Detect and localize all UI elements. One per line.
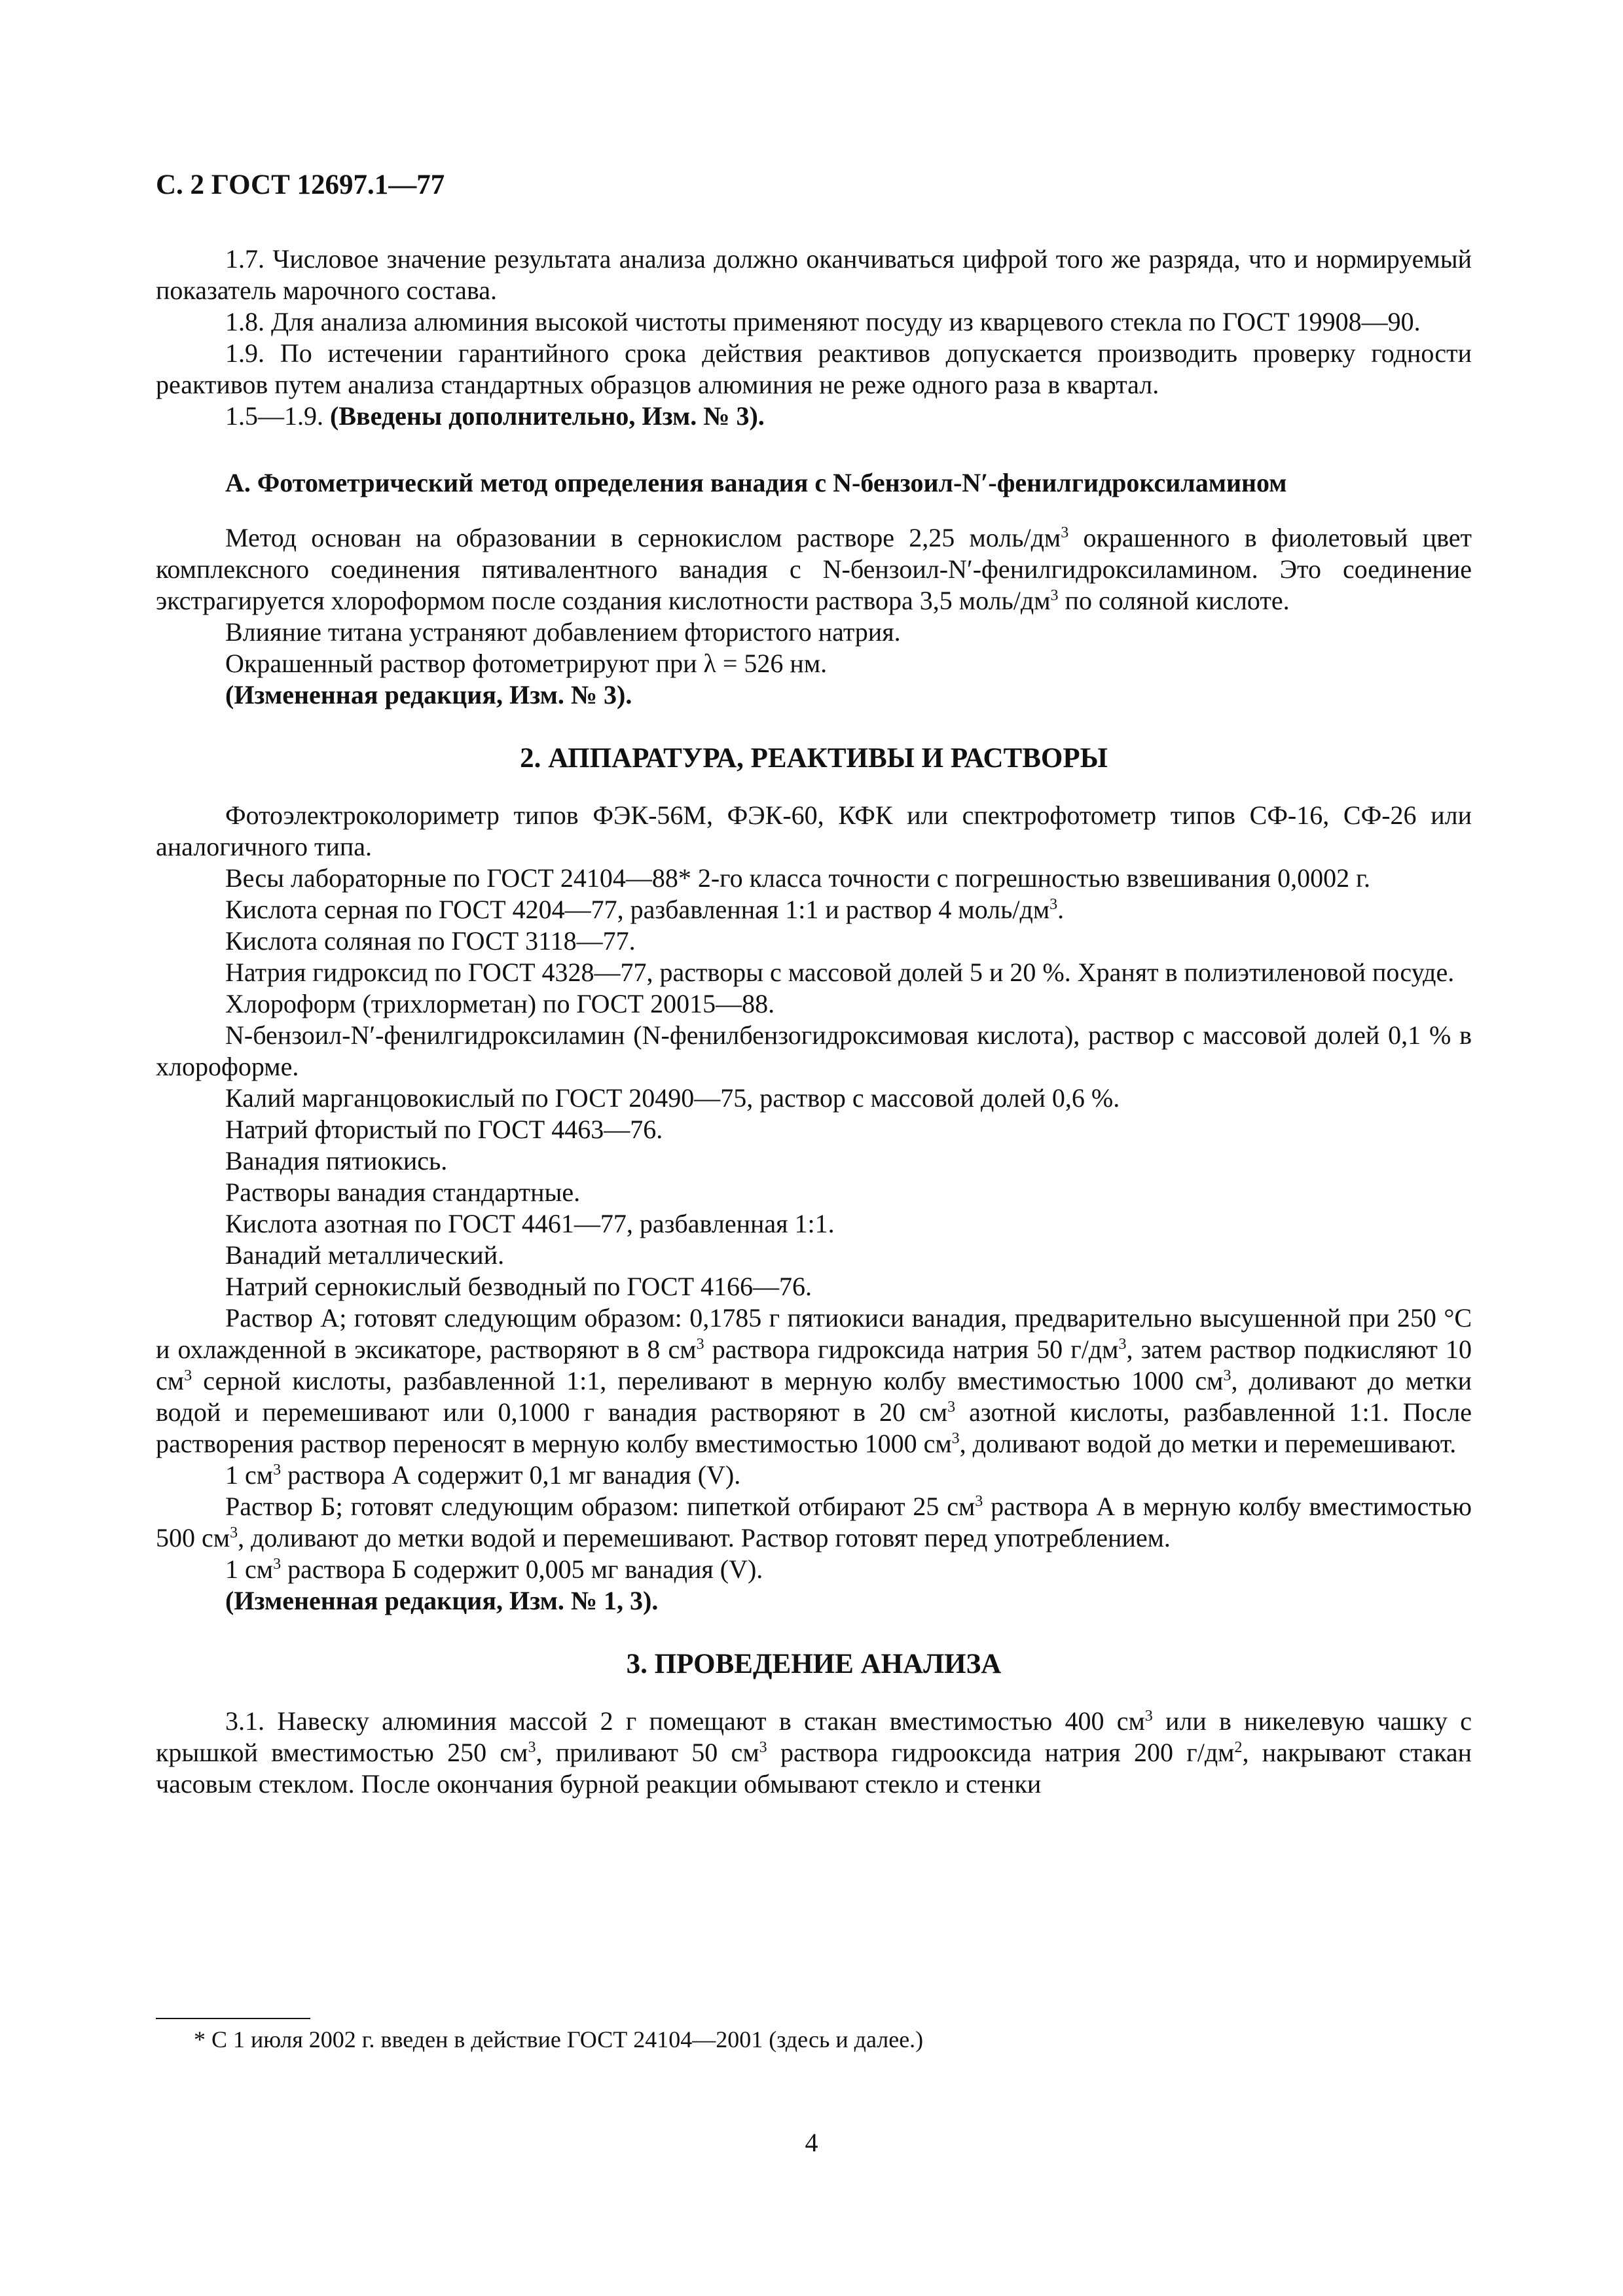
- section-3-title: 3. ПРОВЕДЕНИЕ АНАЛИЗА: [626, 1649, 1002, 1679]
- page-number: 4: [805, 2128, 818, 2157]
- reagent-item: Ванадия пятиокись.: [225, 1146, 448, 1175]
- paragraph-1-8: 1.8. Для анализа алюминия высокой чистоты применяют посуду из кварцевого стекла по ГОСТ 19908—90.: [225, 307, 1421, 336]
- reagent-item: Растворы ванадия стандартные.: [225, 1177, 581, 1207]
- method-a-heading: А. Фотометрический метод определения ванадия с N-бензоил-N′-фенилгидроксиламином: [225, 468, 1287, 497]
- amendment-note-bold: (Введены дополнительно, Изм. № 3).: [330, 401, 765, 431]
- paragraph-3-1-text: раствора гидрооксида натрия 200 г/дм: [767, 1738, 1235, 1767]
- paragraph-1-7: 1.7. Числовое значение результата анализа должно оканчиваться цифрой того же разряда, что и нормируемый показатель марочного состава.: [156, 244, 1472, 305]
- amendment-note-1: [156, 401, 1472, 432]
- superscript-3: 3: [1050, 587, 1059, 604]
- reagent-item: Хлороформ (трихлорметан) по ГОСТ 20015—88.: [225, 989, 775, 1018]
- footnote: * С 1 июля 2002 г. введен в действие ГОСТ 24104—2001 (здесь и далее.): [194, 2026, 924, 2053]
- superscript-3: 3: [1049, 896, 1058, 913]
- amendment-note-2: (Измененная редакция, Изм. № 3).: [225, 680, 632, 709]
- superscript-3: 3: [230, 1524, 238, 1541]
- equipment-item: Весы лабораторные по ГОСТ 24104—88* 2-го класса точности с погрешностью взвешивания 0,0002 г.: [225, 863, 1370, 893]
- superscript-3: 3: [273, 1556, 282, 1573]
- solution-a-text: азотной кислоты, разбавленной 1:1. После растворения раствор переносят в мерную колбу вместимостью 1000 см: [156, 1397, 1472, 1458]
- reagent-text: .: [1057, 895, 1065, 924]
- paragraph-3-1-text: , накрывают стакан часовым стеклом. После окончания бурной реакции обмывают стекло и стенки: [156, 1738, 1472, 1799]
- solution-a-text: , затем раствор подкисляют 10 см: [156, 1335, 1472, 1395]
- paragraph-3-1-text: или в никелевую чашку с крышкой вместимостью 250 см: [156, 1706, 1472, 1767]
- reagent-item: N-бензоил-N′-фенилгидроксиламин (N-фенилбензогидроксимовая кислота), раствор с массовой долей 0,1 % в хлороформе.: [156, 1020, 1472, 1081]
- solution-b-text: раствора А в мерную колбу вместимостью 500 см: [156, 1492, 1472, 1552]
- superscript-3: 3: [1144, 1708, 1153, 1725]
- superscript-3: 3: [947, 1399, 956, 1416]
- superscript-3: 3: [273, 1462, 282, 1479]
- footnote-divider: [156, 2018, 310, 2019]
- method-description: [156, 522, 1472, 617]
- superscript-3: 3: [1061, 524, 1069, 541]
- superscript-3: 3: [528, 1739, 536, 1756]
- superscript-2: 2: [1234, 1739, 1243, 1756]
- solution-b-content-text: раствора Б содержит 0,005 мг ванадия (V).: [281, 1554, 763, 1584]
- reagent-item: Натрия гидроксид по ГОСТ 4328—77, растворы с массовой долей 5 и 20 %. Хранят в полиэтиленовой посуде.: [225, 958, 1455, 987]
- superscript-3: 3: [951, 1430, 960, 1447]
- photometry-wavelength: Окрашенный раствор фотометрируют при λ = 526 нм.: [225, 649, 828, 678]
- paragraph-3-1-text: 3.1. Навеску алюминия массой 2 г помещают в стакан вместимостью 400 см: [225, 1706, 1145, 1736]
- superscript-3: 3: [759, 1739, 767, 1756]
- reagent-item: Калий марганцовокислый по ГОСТ 20490—75, раствор с массовой долей 0,6 %.: [225, 1083, 1120, 1113]
- solution-b-text: Раствор Б; готовят следующим образом: пипеткой отбирают 25 см: [225, 1492, 976, 1521]
- method-text-part: окрашенного в фиолетовый цвет комплексного соединения пятивалентного ванадия с N-бензоил-N′-фенилгидроксиламином. Это соединение экстрагируется хлороформом после создания кислотности раствора 3,5 моль/дм: [156, 523, 1472, 615]
- solution-a-text: серной кислоты, разбавленной 1:1, переливают в мерную колбу вместимостью 1000 см: [192, 1366, 1224, 1395]
- solution-a-text: , доливают водой до метки и перемешивают.: [959, 1429, 1457, 1458]
- titanium-influence: Влияние титана устраняют добавлением фтористого натрия.: [225, 617, 901, 647]
- equipment-item: Фотоэлектроколориметр типов ФЭК-56М, ФЭК-60, КФК или спектрофотометр типов СФ-16, СФ-26 или аналогичного типа.: [156, 800, 1472, 861]
- page-header: С. 2 ГОСТ 12697.1—77: [156, 170, 445, 200]
- paragraph-1-9: 1.9. По истечении гарантийного срока действия реактивов допускается производить проверку годности реактивов путем анализа стандартных образцов алюминия не реже одного раза в квартал.: [156, 338, 1472, 399]
- paragraph-3-1-text: , приливают 50 см: [536, 1738, 759, 1767]
- solution-a-content-text: раствора А содержит 0,1 мг ванадия (V).: [281, 1460, 741, 1490]
- method-text-part: Метод основан на образовании в сернокислом растворе 2,25 моль/дм: [225, 523, 1061, 552]
- reagent-item: Кислота соляная по ГОСТ 3118—77.: [225, 926, 636, 956]
- solution-b-text: , доливают до метки водой и перемешивают. Раствор готовят перед употреблением.: [238, 1523, 1171, 1552]
- reagent-text: Кислота серная по ГОСТ 4204—77, разбавленная 1:1 и раствор 4 моль/дм: [225, 895, 1050, 924]
- solution-a-text: , доливают до метки водой и перемешивают или 0,1000 г ванадия растворяют в 20 см: [156, 1366, 1472, 1427]
- reagent-item: Кислота азотная по ГОСТ 4461—77, разбавленная 1:1.: [225, 1209, 835, 1238]
- reagent-item: Натрий сернокислый безводный по ГОСТ 4166—76.: [225, 1272, 812, 1301]
- solution-a-content-text: 1 см: [225, 1460, 274, 1490]
- section-2-title: 2. АППАРАТУРА, РЕАКТИВЫ И РАСТВОРЫ: [520, 743, 1108, 774]
- superscript-3: 3: [696, 1336, 704, 1353]
- main-content: [156, 243, 1472, 1800]
- solution-a-text: Раствор А; готовят следующим образом: 0,1785 г пятиокиси ванадия, предварительно высушенной при 250 °С и охлажденной в эксикаторе, растворяют в 8 см: [156, 1303, 1472, 1364]
- solution-a-text: раствора гидроксида натрия 50 г/дм: [704, 1335, 1119, 1364]
- amendment-note-prefix: 1.5—1.9.: [225, 401, 330, 431]
- paragraph-3-1: [156, 1706, 1472, 1800]
- solution-b-content: [156, 1554, 1472, 1585]
- superscript-3: 3: [184, 1367, 192, 1384]
- reagent-item: [156, 894, 1472, 925]
- reagent-item: Натрий фтористый по ГОСТ 4463—76.: [225, 1115, 663, 1144]
- superscript-3: 3: [1118, 1336, 1127, 1353]
- reagent-item: Ванадий металлический.: [225, 1240, 505, 1270]
- solution-b-content-text: 1 см: [225, 1554, 274, 1584]
- solution-b-preparation: [156, 1491, 1472, 1554]
- superscript-3: 3: [1223, 1367, 1231, 1384]
- amendment-note-3: (Измененная редакция, Изм. № 1, 3).: [225, 1586, 659, 1615]
- solution-a-preparation: [156, 1302, 1472, 1460]
- superscript-3: 3: [975, 1493, 983, 1510]
- method-text-part: по соляной кислоте.: [1058, 586, 1290, 615]
- solution-a-content: [156, 1460, 1472, 1491]
